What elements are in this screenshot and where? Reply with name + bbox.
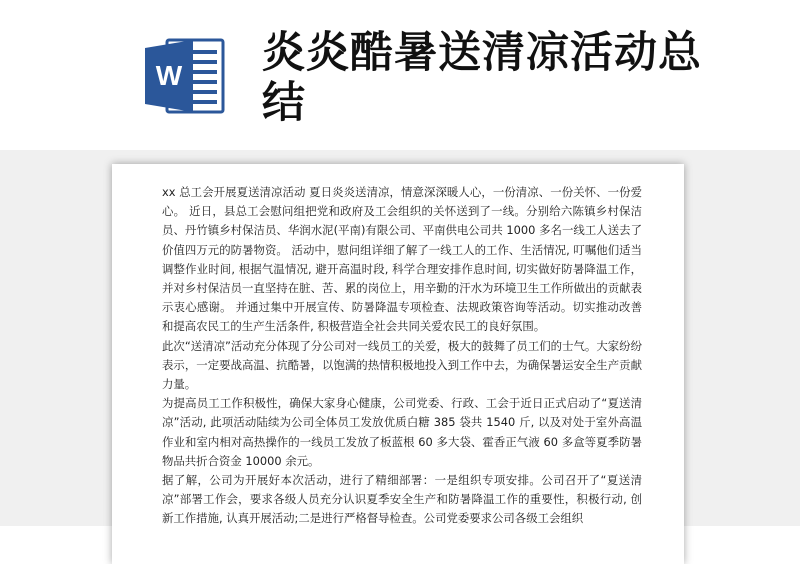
svg-text:W: W <box>155 60 183 91</box>
paragraph: 为提高员工工作积极性，确保大家身心健康，公司党委、行政、工会于近日正式启动了“夏送清凉”活动, 此项活动陆续为公司全体员工发放优质白糖 385 袋共 1540 斤, 以及对处于室外高温作业和室内相对高热操作的一线员工发放了板蓝根 60 多大袋、霍香正气液 60 多盒等夏季防暑物品共折合资金 10000 余元。 <box>162 396 642 468</box>
document-body <box>162 183 642 529</box>
document-title: 炎炎酷暑送清凉活动总结 <box>262 28 702 128</box>
word-icon <box>143 34 227 118</box>
paragraph: xx 总工会开展夏送清凉活动 夏日炎炎送清凉，情意深深暖人心，一份清凉、一份关怀、一份爱心。 近日，县总工会慰问组把党和政府及工会组织的关怀送到了一线。分别给六陈镇乡村保洁员、丹竹镇乡村保洁员、华润水泥(平南)有限公司、平南供电公司共 1000 多名一线工人送去了价值四万元的防暑物资。 活动中，慰问组详细了解了一线工人的工作、生活情况, 叮嘱他们适当调整作业时间, 根据气温情况, 避开高温时段, 科学合理安排作息时间, 切实做好防暑降温工作，并对乡村保洁员一直坚持在脏、苦、累的岗位上，用辛勤的汗水为环境卫生工作所做出的贡献表示衷心感谢。 并通过集中开展宣传、防暑降温专项检查、法规政策咨询等活动。切实推动改善和提高农民工的生产生活条件, 积极营造全社会共同关爱农民工的良好氛围。 <box>162 185 642 334</box>
document-page <box>112 164 684 564</box>
paragraph: 据了解，公司为开展好本次活动，进行了精细部署：一是组织专项安排。公司召开了“夏送清凉”部署工作会，要求各级人员充分认识夏季安全生产和防暑降温工作的重要性，积极行动, 创新工作措施, 认真开展活动;二是进行严格督导检查。公司党委要求公司各级工会组织 <box>162 473 642 526</box>
paragraph: 此次“送清凉”活动充分体现了分公司对一线员工的关爱，极大的鼓舞了员工们的士气。大家纷纷表示，一定要战高温、抗酷暑，以饱满的热情积极地投入到工作中去，为确保暑运安全生产贡献力量。 <box>162 338 642 392</box>
header-banner <box>0 0 800 150</box>
